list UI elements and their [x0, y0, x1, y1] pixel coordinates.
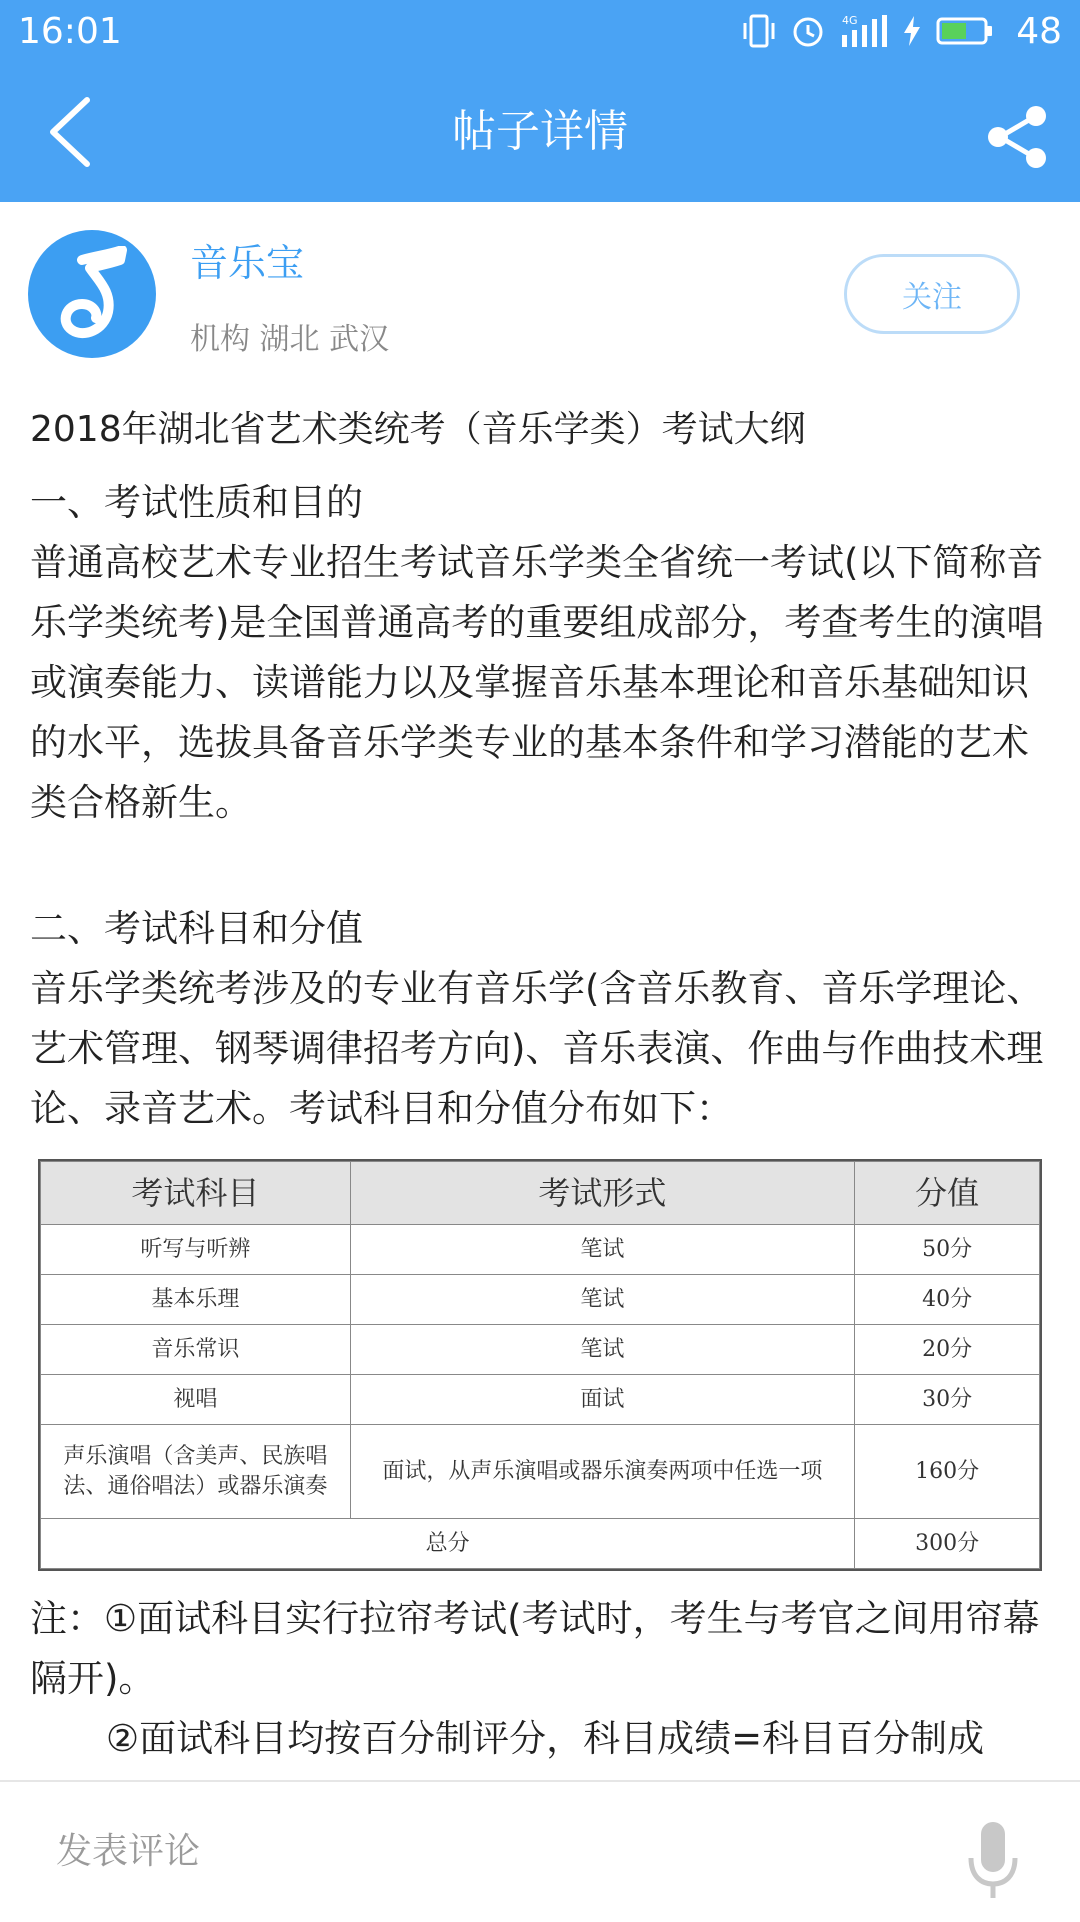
charging-icon [902, 14, 922, 48]
voice-input-button[interactable] [958, 1816, 1028, 1906]
table-header: 分值 [855, 1162, 1040, 1225]
author-row [0, 202, 1080, 382]
share-icon [986, 105, 1048, 169]
status-time: 16:01 [18, 10, 122, 52]
signal-icon [840, 13, 888, 49]
table-row [41, 1325, 1040, 1375]
status-bar [0, 0, 1080, 62]
table-cell: 20分 [855, 1325, 1040, 1375]
music-note-logo-icon [52, 246, 132, 342]
note-2: ②面试科目均按百分制评分，科目成绩=科目百分制成 [106, 1717, 985, 1760]
table-total-row [41, 1519, 1040, 1569]
section-heading-2: 二、考试科目和分值 [30, 907, 363, 950]
section-body-2: 音乐学类统考涉及的专业有音乐学(含音乐教育、音乐学理论、艺术管理、钢琴调律招考方向)、音乐表演、作曲与作曲技术理论、录音艺术。考试科目和分值分布如下： [30, 967, 1044, 1130]
page-title: 帖子详情 [452, 106, 628, 157]
table-header: 考试形式 [350, 1162, 854, 1225]
section-heading-1: 一、考试性质和目的 [30, 481, 363, 524]
exam-table-image [38, 1159, 1042, 1571]
table-total-label: 总分 [41, 1519, 855, 1569]
title-bar [0, 62, 1080, 202]
battery-icon [936, 16, 994, 46]
section-body-1: 普通高校艺术专业招生考试音乐学类全省统一考试(以下简称音乐学类统考)是全国普通高考的重要组成部分，考查考生的演唱或演奏能力、读谱能力以及掌握音乐基本理论和音乐基础知识的水平，选拔具备音乐学类专业的基本条件和学习潜能的艺术类合格新生。 [30, 541, 1044, 824]
author-name[interactable]: 音乐宝 [190, 241, 305, 285]
table-cell: 笔试 [350, 1275, 854, 1325]
follow-button[interactable]: 关注 [844, 254, 1020, 334]
comment-input[interactable]: 发表评论 [56, 1831, 201, 1872]
avatar[interactable] [28, 230, 156, 358]
battery-percent: 48 [1016, 10, 1062, 52]
table-cell: 视唱 [41, 1375, 351, 1425]
status-icons [742, 11, 1062, 52]
paragraph-spacer [30, 833, 1060, 899]
table-cell: 听写与听辨 [41, 1225, 351, 1275]
table-cell: 面试 [350, 1375, 854, 1425]
table-cell: 笔试 [350, 1225, 854, 1275]
share-button[interactable] [978, 98, 1056, 176]
table-row [41, 1375, 1040, 1425]
table-cell: 40分 [855, 1275, 1040, 1325]
network-label: 4G [842, 14, 858, 27]
table-cell: 声乐演唱（含美声、民族唱法、通俗唱法）或器乐演奏 [41, 1425, 351, 1519]
table-row [41, 1275, 1040, 1325]
comment-bar [0, 1780, 1080, 1920]
post-content [30, 405, 1060, 1769]
post-title: 2018年湖北省艺术类统考（音乐学类）考试大纲 [30, 409, 806, 450]
table-header: 考试科目 [41, 1162, 351, 1225]
table-total-value: 300分 [855, 1519, 1040, 1569]
table-row [41, 1225, 1040, 1275]
exam-table [40, 1161, 1040, 1569]
note-1: 注：①面试科目实行拉帘考试(考试时，考生与考官之间用帘幕隔开)。 [30, 1597, 1040, 1700]
alarm-icon [790, 13, 826, 49]
table-cell: 笔试 [350, 1325, 854, 1375]
microphone-icon [965, 1818, 1021, 1904]
app-header [0, 0, 1080, 202]
table-row [41, 1425, 1040, 1519]
table-cell: 面试，从声乐演唱或器乐演奏两项中任选一项 [350, 1425, 854, 1519]
table-cell: 基本乐理 [41, 1275, 351, 1325]
table-cell: 50分 [855, 1225, 1040, 1275]
author-meta: 机构 湖北 武汉 [190, 322, 390, 357]
table-cell: 30分 [855, 1375, 1040, 1425]
table-cell: 音乐常识 [41, 1325, 351, 1375]
table-header-row [41, 1162, 1040, 1225]
vibrate-icon [742, 13, 776, 49]
table-cell: 160分 [855, 1425, 1040, 1519]
